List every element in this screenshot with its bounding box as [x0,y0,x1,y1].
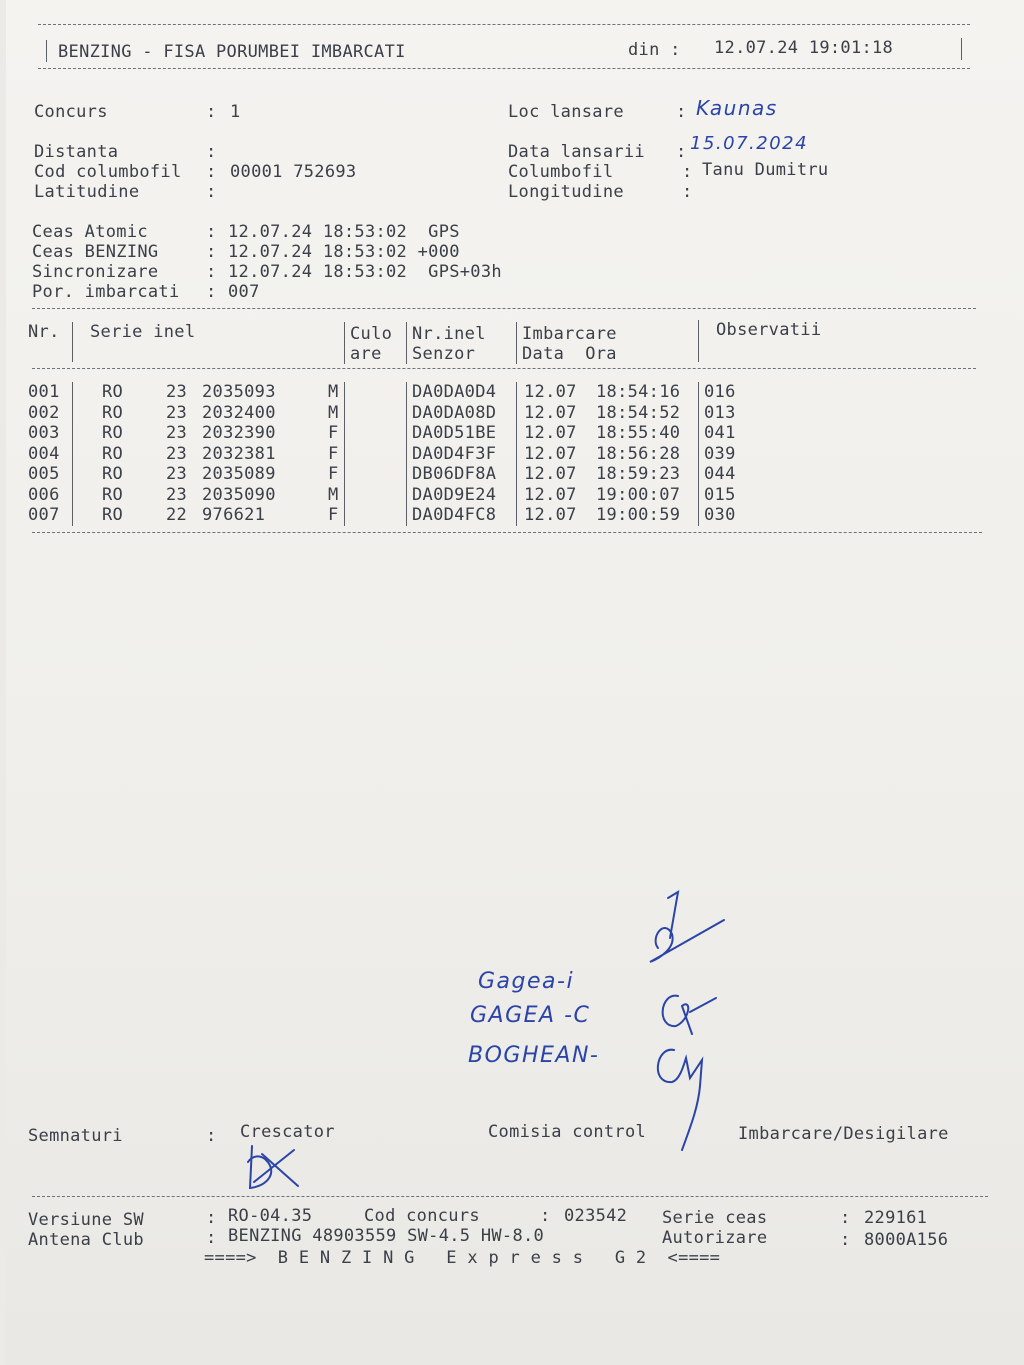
col-sep [72,444,73,465]
signature-crescator-label: Crescator [240,1122,335,1142]
col-sep [344,444,345,465]
col-sep [698,382,699,403]
cell-sex: M [328,402,339,423]
col-sep [344,322,345,364]
col-header-observatii: Observatii [716,320,822,340]
benzing-brand-line: ====> B E N Z I N G E x p r e s s G 2 <==== [204,1248,721,1268]
serie-ceas-label: Serie ceas [662,1208,768,1228]
crescator-signature [238,1142,308,1192]
ceas-benzing-colon: : [206,242,217,262]
cell-nr: 001 [28,382,60,402]
col-header-imbarcare-1: Imbarcare [522,324,617,344]
ceas-benzing-label: Ceas BENZING [32,242,159,262]
cod-concurs-colon: : [540,1206,551,1226]
col-sep [406,403,407,424]
ceas-benzing-value: 12.07.24 18:53:02 +000 [228,242,460,262]
col-sep [72,322,73,362]
cell-senzor: DA0D4FC8 [412,505,497,525]
cell-nr: 004 [28,443,60,464]
loc-lansare-label: Loc lansare [508,102,624,122]
col-sep [72,423,73,444]
header-left-bar [46,40,47,62]
ceas-atomic-label: Ceas Atomic [32,222,148,242]
col-sep [698,464,699,485]
cell-data: 12.07 [524,423,577,443]
longitudine-colon: : [682,182,693,202]
col-sep [698,423,699,444]
cell-ora: 19:00:07 [596,484,681,505]
cell-senzor: DA0DA0D4 [412,382,497,402]
col-sep [344,382,345,403]
header-top-rule [38,24,970,25]
footer-top-rule [32,1196,988,1197]
cell-senzor: DA0DA08D [412,402,497,423]
data-lansarii-colon: : [676,142,687,162]
columbofil-value: Tanu Dumitru [702,160,829,180]
table-row [6,485,1006,505]
col-sep [344,505,345,526]
loc-lansare-colon: : [676,102,687,122]
cell-inel: 2032400 [202,402,276,423]
cell-inel: 2035093 [202,382,276,402]
cell-tara: RO [102,505,124,525]
col-header-serie: Serie inel [90,322,196,342]
table-top-rule [32,308,976,309]
cell-obs: 039 [704,443,736,464]
col-sep [406,322,407,364]
cell-obs: 016 [704,382,736,402]
col-sep [698,505,699,526]
table-row [6,423,1006,443]
cell-sex: F [328,505,339,525]
col-header-nrinel-2: Senzor [412,344,476,364]
col-sep [406,485,407,506]
data-lansarii-handwritten: 15.07.2024 [690,133,809,154]
date-label: din : [628,40,681,60]
col-sep [516,382,517,403]
cell-data: 12.07 [524,402,577,423]
col-sep [72,464,73,485]
cod-columbofil-value: 00001 752693 [230,162,357,182]
longitudine-label: Longitudine [508,182,624,202]
cell-data: 12.07 [524,382,577,402]
col-sep [698,485,699,506]
cell-ora: 18:55:40 [596,423,681,443]
sincronizare-colon: : [206,262,217,282]
col-sep [516,322,517,364]
cell-senzor: DB06DF8A [412,464,497,484]
col-header-culoare-2: are [350,344,382,364]
cell-tara: RO [102,402,124,423]
cell-sex: F [328,443,339,464]
cell-obs: 044 [704,464,736,484]
signature-comisia-label: Comisia control [488,1122,647,1142]
cell-data: 12.07 [524,505,577,525]
distanta-label: Distanta [34,142,119,162]
cell-an: 23 [166,402,188,423]
table-row [6,444,1006,464]
cell-data: 12.07 [524,464,577,484]
col-sep [344,403,345,424]
cell-nr: 007 [28,505,60,525]
columbofil-label: Columbofil [508,162,614,182]
col-sep [698,320,699,362]
handwritten-name-1: Gagea-i [478,969,575,994]
versiune-sw-value: RO-04.35 [228,1206,313,1226]
cell-an: 23 [166,382,188,402]
cell-inel: 2035090 [202,484,276,505]
table-row [6,464,1006,484]
cell-nr: 006 [28,484,60,505]
table-row [6,382,1006,402]
cell-senzor: DA0D4F3F [412,443,497,464]
cell-sex: F [328,464,339,484]
cell-obs: 013 [704,402,736,423]
col-sep [516,464,517,485]
serie-ceas-colon: : [840,1208,851,1228]
col-sep [516,444,517,465]
col-sep [406,423,407,444]
cell-senzor: DA0D51BE [412,423,497,443]
cell-ora: 18:54:16 [596,382,681,402]
header-right-bar [961,38,962,60]
cod-colon: : [206,162,217,182]
cell-tara: RO [102,464,124,484]
handwritten-name-3: BOGHEAN- [468,1043,600,1068]
header-bottom-rule [38,68,970,69]
cell-sex: M [328,484,339,505]
cell-obs: 030 [704,505,736,525]
antena-colon: : [206,1228,217,1248]
cell-an: 22 [166,505,188,525]
versiune-sw-label: Versiune SW [28,1210,144,1230]
semnaturi-colon: : [206,1126,217,1146]
cell-obs: 041 [704,423,736,443]
col-sep [406,444,407,465]
receipt-page [6,0,1024,1365]
cell-tara: RO [102,443,124,464]
cell-an: 23 [166,423,188,443]
cell-an: 23 [166,443,188,464]
data-lansarii-label: Data lansarii [508,142,645,162]
col-sep [72,382,73,403]
cell-obs: 015 [704,484,736,505]
cell-ora: 18:54:52 [596,402,681,423]
concurs-label: Concurs [34,102,108,122]
distanta-colon: : [206,142,217,162]
concurs-value: 1 [230,102,241,122]
col-sep [72,485,73,506]
col-sep [516,403,517,424]
table-header-rule [32,368,976,369]
document-title: BENZING - FISA PORUMBEI IMBARCATI [58,42,406,62]
cell-data: 12.07 [524,484,577,505]
sincronizare-value: 12.07.24 18:53:02 GPS+03h [228,262,502,282]
table-row [6,505,1006,525]
columbofil-colon: : [682,162,693,182]
cell-an: 23 [166,464,188,484]
col-sep [516,485,517,506]
semnaturi-label: Semnaturi [28,1126,123,1146]
col-sep [72,403,73,424]
cell-sex: F [328,423,339,443]
col-header-nr: Nr. [28,322,60,342]
por-imbarcati-value: 007 [228,282,260,302]
cell-inel: 976621 [202,505,266,525]
cell-inel: 2032381 [202,443,276,464]
cell-tara: RO [102,382,124,402]
handwritten-name-2: GAGEA -C [470,1003,591,1028]
por-imbarcati-colon: : [206,282,217,302]
cell-sex: M [328,382,339,402]
autorizare-value: 8000A156 [864,1230,949,1250]
col-sep [344,464,345,485]
antena-club-label: Antena Club [28,1230,144,1250]
antena-club-value: BENZING 48903559 SW-4.5 HW-8.0 [228,1226,545,1246]
cell-tara: RO [102,423,124,443]
col-sep [516,505,517,526]
table-bottom-rule [32,532,982,533]
autorizare-label: Autorizare [662,1228,768,1248]
table-row [6,403,1006,423]
cell-nr: 005 [28,464,60,484]
col-header-nrinel-1: Nr.inel [412,324,486,344]
por-imbarcati-label: Por. imbarcati [32,282,180,302]
latitudine-label: Latitudine [34,182,140,202]
ceas-atomic-value: 12.07.24 18:53:02 GPS [228,222,460,242]
ceas-atomic-colon: : [206,222,217,242]
cod-concurs-label: Cod concurs [364,1206,480,1226]
sincronizare-label: Sincronizare [32,262,159,282]
cell-data: 12.07 [524,443,577,464]
signature-imbarcare-label: Imbarcare/Desigilare [738,1124,949,1144]
serie-ceas-value: 229161 [864,1208,928,1228]
cell-tara: RO [102,484,124,505]
col-sep [406,382,407,403]
cell-inel: 2032390 [202,423,276,443]
concurs-colon: : [206,102,217,122]
col-sep [406,505,407,526]
loc-lansare-handwritten: Kaunas [696,96,778,120]
col-sep [72,505,73,526]
cod-concurs-value: 023542 [564,1206,628,1226]
cell-ora: 18:56:28 [596,443,681,464]
col-sep [344,485,345,506]
latitudine-colon: : [206,182,217,202]
print-datetime: 12.07.24 19:01:18 [714,38,894,58]
cod-columbofil-label: Cod columbofil [34,162,182,182]
cell-inel: 2035089 [202,464,276,484]
col-header-culoare-1: Culo [350,324,393,344]
cell-nr: 002 [28,402,60,423]
col-sep [344,423,345,444]
versiune-colon: : [206,1208,217,1228]
cell-nr: 003 [28,423,60,443]
cell-ora: 18:59:23 [596,464,681,484]
col-sep [406,464,407,485]
cell-ora: 19:00:59 [596,505,681,525]
col-header-imbarcare-2: Data Ora [522,344,617,364]
col-sep [698,403,699,424]
autorizare-colon: : [840,1230,851,1250]
col-sep [698,444,699,465]
commission-signature-scribbles [620,888,740,1158]
cell-senzor: DA0D9E24 [412,484,497,505]
cell-an: 23 [166,484,188,505]
col-sep [516,423,517,444]
